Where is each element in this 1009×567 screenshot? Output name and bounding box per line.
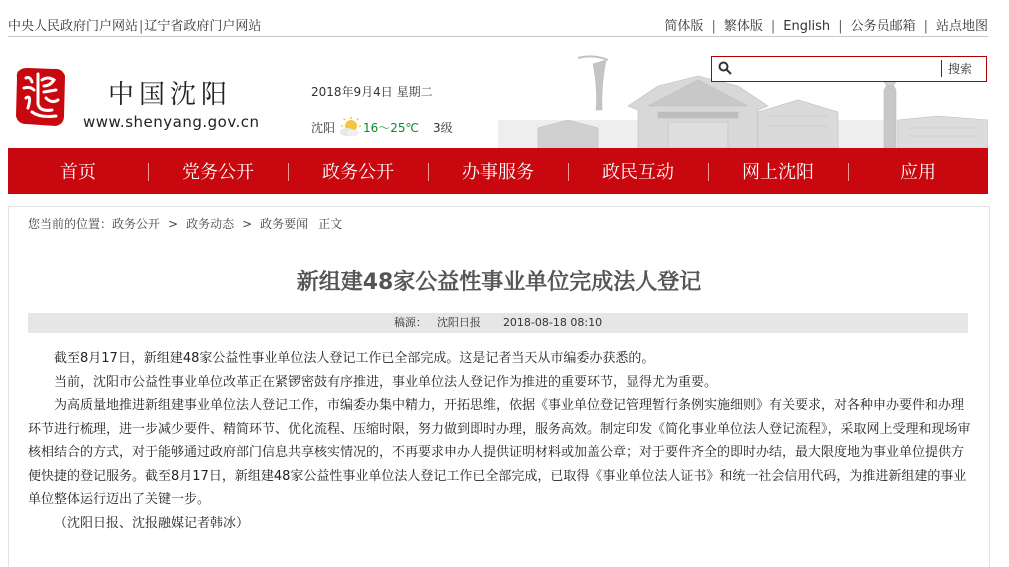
breadcrumb-prefix: 您当前的位置： xyxy=(28,217,113,231)
nav-home[interactable]: 首页 xyxy=(60,162,96,183)
weather-temp: 16～25℃ xyxy=(363,120,420,135)
breadcrumb xyxy=(28,215,342,232)
article-source: 沈阳日报 xyxy=(436,316,481,329)
breadcrumb-current: 正文 xyxy=(318,217,343,231)
separator: | xyxy=(139,19,144,34)
site-name: 中国沈阳 xyxy=(108,80,233,110)
article-panel xyxy=(8,206,990,567)
nav-interaction[interactable]: 政民互动 xyxy=(568,158,708,184)
nav-apps[interactable]: 应用 xyxy=(848,158,988,184)
breadcrumb-sep: > xyxy=(168,217,179,231)
search-divider xyxy=(941,60,942,77)
link-liaoning-gov[interactable]: 辽宁省政府门户网站 xyxy=(144,19,262,34)
link-central-gov[interactable]: 中央人民政府门户网站 xyxy=(8,19,139,34)
article-paragraph: 为高质量地推进新组建事业单位法人登记工作，市编委办集中精力，开拓思维，依据《事业单位登记管理暂行条例实施细则》有关要求，对各种申办要件和办理环节进行梳理，进一步减少要件、精简环节、优化流程、压缩时限，努力做到即时办理，服务高效。制定印发《简化事业单位法人登记流程》，采取网上受理和现场审核相结合的方式，对于能够通过政府部门信息共享核实情况的，不再要求申办人提供证明材料或加盖公章；对于要件齐全的即时办结，最大限度地为事业单位提供方便快捷的登记服务。截至8月17日，新组建48家公益性事业单位法人登记工作已全部完成，已取得《事业单位法人证书》和统一社会信用代码，为推进新组建的事业单位整体运行迈出了关键一步。 xyxy=(28,398,971,507)
article-datetime: 2018-08-18 08:10 xyxy=(502,316,603,329)
search-button[interactable]: 搜索 xyxy=(948,62,973,76)
separator: | xyxy=(711,19,716,34)
top-right-links xyxy=(664,15,988,34)
nav-online-shenyang[interactable]: 网上沈阳 xyxy=(708,158,848,184)
separator: | xyxy=(770,19,776,34)
link-english[interactable]: English xyxy=(783,19,831,34)
current-date: 2018年9月4日 星期二 xyxy=(311,85,433,99)
search-icon xyxy=(718,61,732,75)
article-paragraph: 截至8月17日，新组建48家公益性事业单位法人登记工作已全部完成。这是记者当天从市编委办获悉的。 xyxy=(54,351,655,366)
breadcrumb-sep: > xyxy=(242,217,253,231)
nav-party-affairs[interactable]: 党务公开 xyxy=(148,158,288,184)
site-url: www.shenyang.gov.cn xyxy=(83,113,260,131)
weather-city: 沈阳 xyxy=(311,120,336,135)
breadcrumb-gov-headlines[interactable]: 政务要闻 xyxy=(260,217,309,231)
search-box xyxy=(711,56,987,82)
site-header xyxy=(8,36,988,148)
nav-gov-affairs[interactable]: 政务公开 xyxy=(288,158,428,184)
article-byline: （沈阳日报、沈报融媒记者韩冰） xyxy=(54,515,250,531)
link-simplified[interactable]: 简体版 xyxy=(664,19,704,34)
weather-widget xyxy=(311,116,453,138)
nav-services[interactable]: 办事服务 xyxy=(428,158,568,184)
weather-wind: 3级 xyxy=(433,120,453,135)
top-bar xyxy=(8,0,988,37)
link-sitemap[interactable]: 站点地图 xyxy=(935,19,988,34)
shenyang-seal-logo[interactable] xyxy=(12,64,68,130)
source-label: 稿源： xyxy=(393,316,427,329)
article-paragraph: 当前，沈阳市公益性事业单位改革正在紧锣密鼓有序推进，事业单位法人登记作为推进的重要环节，显得尤为重要。 xyxy=(54,374,718,390)
article-body xyxy=(28,347,972,535)
breadcrumb-gov-affairs[interactable]: 政务公开 xyxy=(112,217,161,231)
breadcrumb-gov-news[interactable]: 政务动态 xyxy=(186,217,235,231)
separator: | xyxy=(838,19,843,34)
link-traditional[interactable]: 繁体版 xyxy=(723,19,763,34)
main-nav xyxy=(8,148,988,194)
article-meta xyxy=(28,313,968,333)
separator: | xyxy=(923,19,928,34)
sun-cloud-icon xyxy=(339,116,361,138)
article-title: 新组建48家公益性事业单位完成法人登记 xyxy=(296,270,702,295)
search-input[interactable] xyxy=(736,59,940,79)
top-left-links xyxy=(8,15,261,34)
link-civil-mail[interactable]: 公务员邮箱 xyxy=(850,19,916,34)
